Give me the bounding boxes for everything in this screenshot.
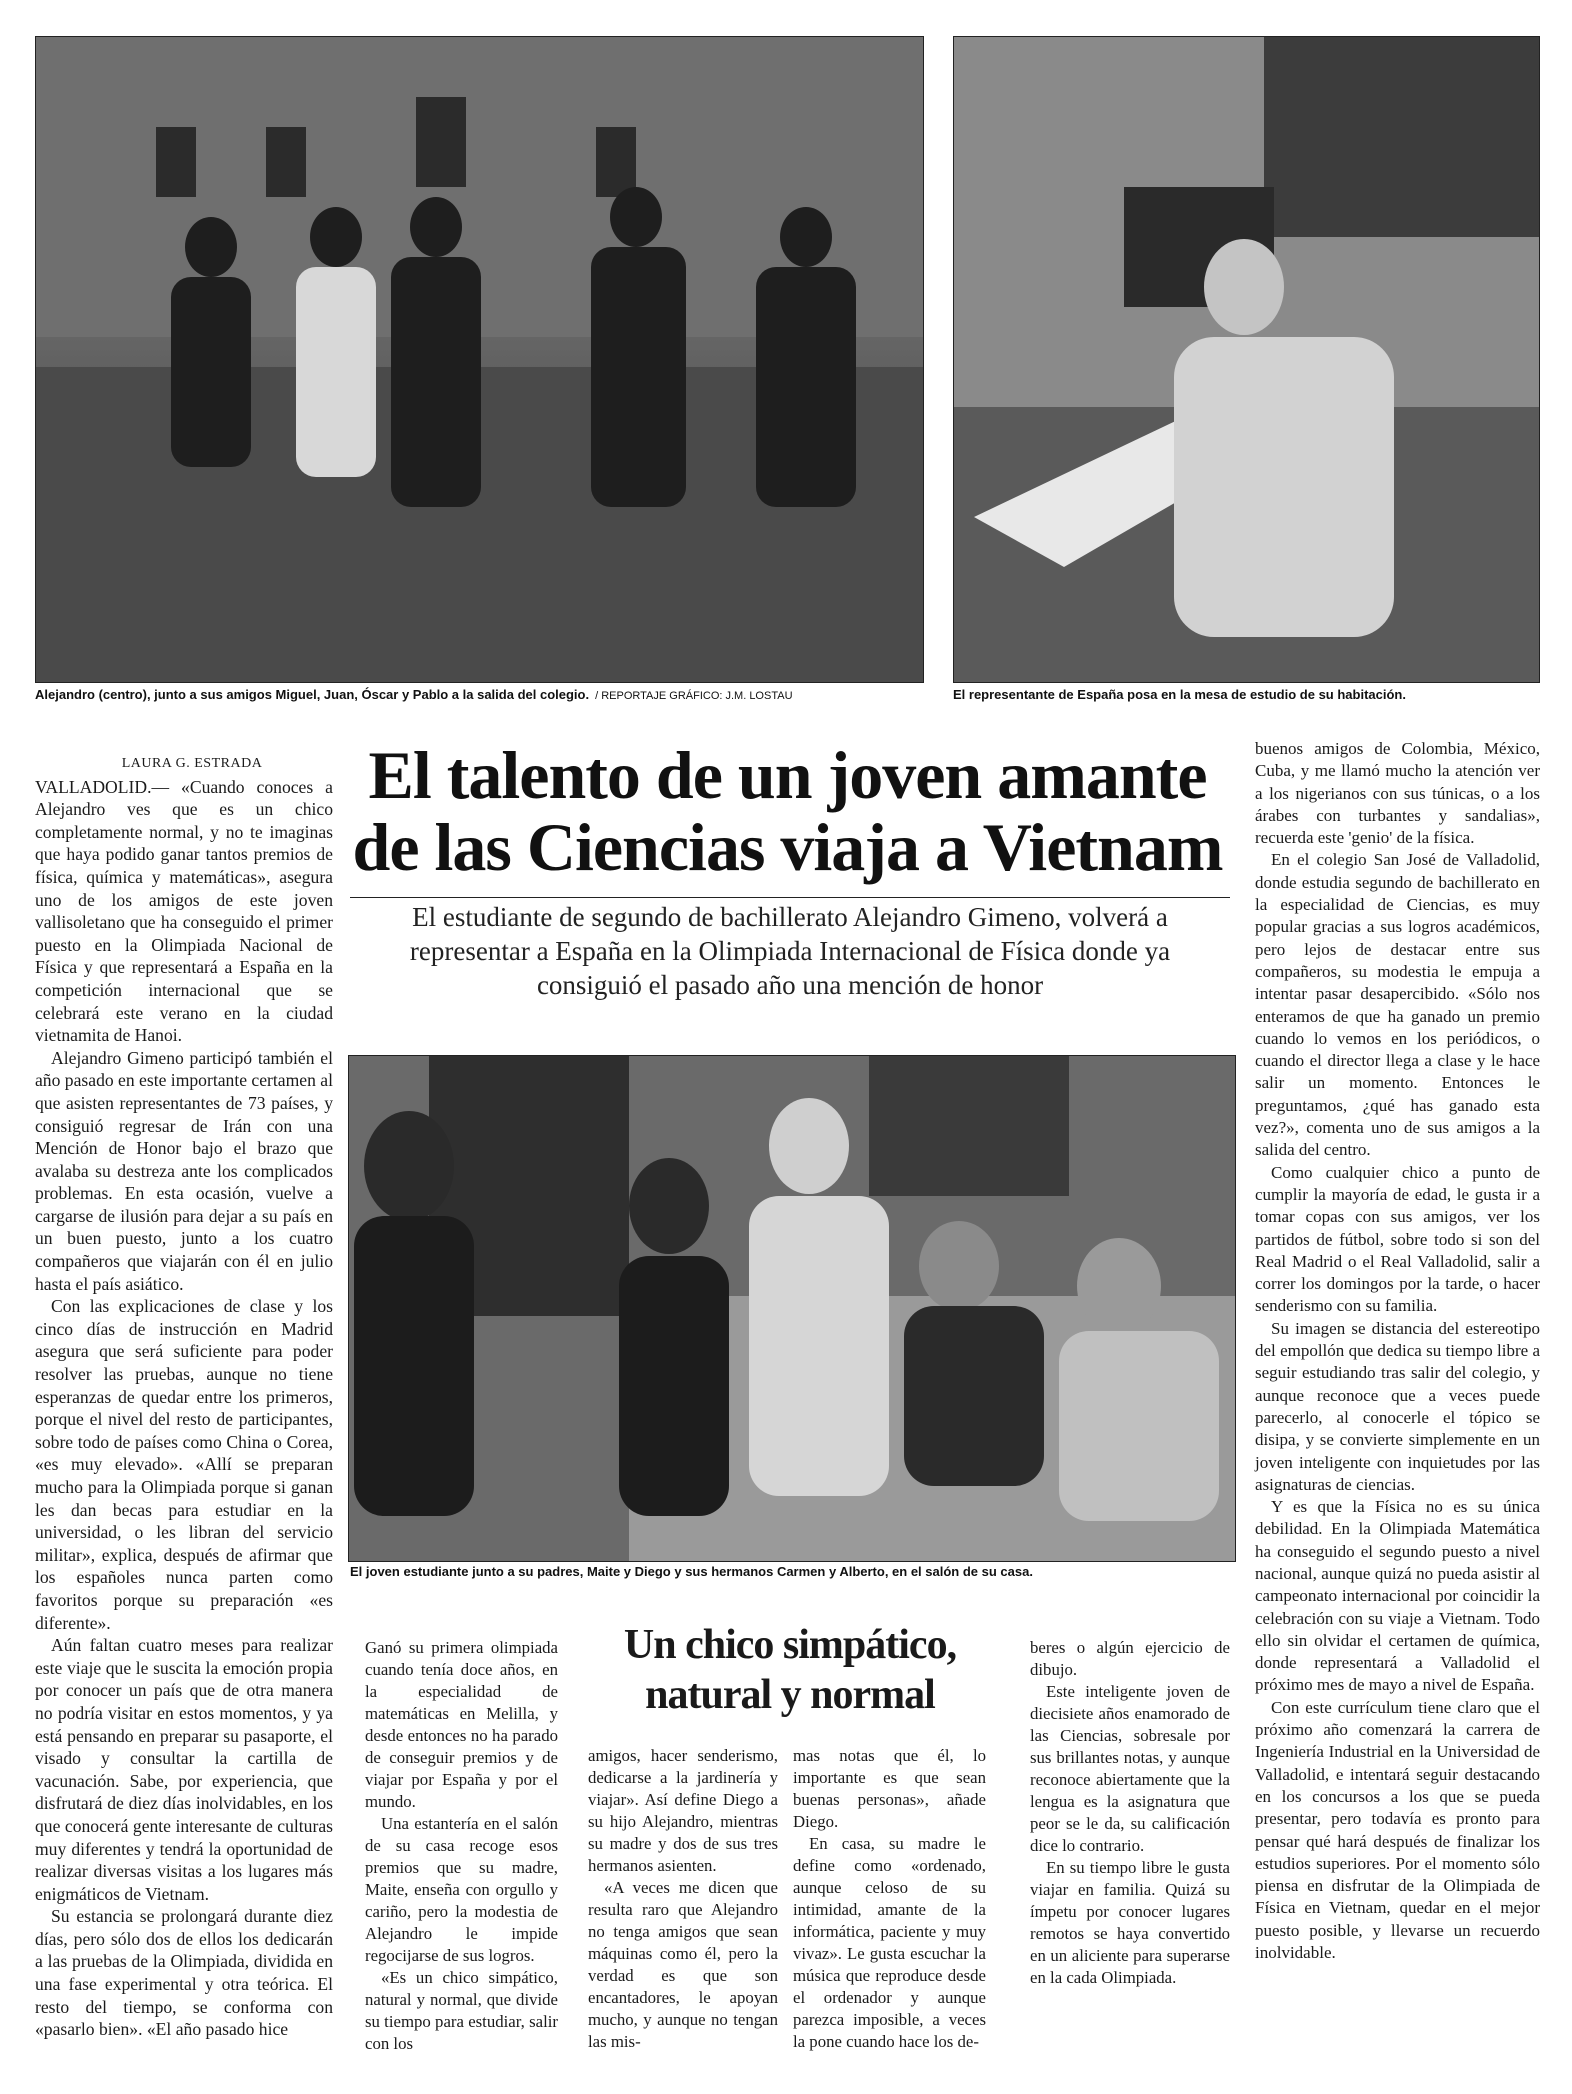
byline: LAURA G. ESTRADA bbox=[121, 756, 263, 771]
paragraph: Y es que la Física no es su única debilidad. En la Olimpiada Matemática ha conseguido el segundo puesto a nivel nacional, aunque quizá no pueda asistir al campeonato internacional por coincidir la celebración con su viaje a Vietnam. Todo ello sin olvidar el certamen de química, donde representará a Valladolid el próximo mes de mayo a nivel de España. bbox=[1255, 1497, 1540, 1695]
headline-line-2: de las Ciencias viaja a Vietnam bbox=[352, 809, 1223, 885]
photo-student-at-desk bbox=[953, 36, 1540, 683]
column-4 bbox=[793, 1745, 986, 2053]
paragraph: En casa, su madre le define como «ordenado, aunque celoso de su intimidad, amante de la informática, paciente y muy vivaz». Le gusta escuchar la música que reproduce desde el ordenador y aunque parezca imposible, a veces la pone cuando hace los de- bbox=[793, 1834, 986, 2051]
paragraph: Como cualquier chico a punto de cumplir la mayoría de edad, le gusta ir a tomar copas con sus amigos, ver los partidos de fútbol, sobre todo si son del Real Madrid o el Real Valladolid, salir a correr los domingos por la tarde, o hacer senderismo con su familia. bbox=[1255, 1162, 1540, 1316]
paragraph: Una estantería en el salón de su casa recoge esos premios que su madre, Maite, enseña con orgullo y cariño, pero la modestia de Alejandro le impide regocijarse de sus logros. bbox=[365, 1814, 558, 1965]
subhead: Un chico simpático, natural y normal bbox=[623, 1622, 957, 1718]
column-2 bbox=[365, 1637, 558, 2055]
column-5 bbox=[1030, 1637, 1230, 1989]
paragraph: Ganó su primera olimpiada cuando tenía doce años, en la especialidad de matemáticas en Melilla, y desde entonces no ha parado de conseguir premios y de viajar por España y por el mundo. bbox=[365, 1638, 558, 1811]
paragraph: «A veces me dicen que resulta raro que Alejandro no tenga amigos que sean máquinas como él, pero la verdad es que son encantadores, le apoyan mucho, y aunque no tengan las mis- bbox=[588, 1878, 778, 2051]
paragraph: Con este currículum tiene claro que el próximo año comenzará la carrera de Ingeniería Industrial en la Universidad de Valladolid, e intentará seguir destacando en los concursos a los que se pueda presentar, pero todavía es pronto para pensar qué hará después de finalizar los estudios superiores. Por el momento sólo piensa en disfrutar de la Olimpiada de Física en Vietnam, quedar en el mejor puesto posible, y llevarse un recuerdo inolvidable. bbox=[1255, 1697, 1540, 1963]
paragraph: En su tiempo libre le gusta viajar en familia. Quizá su ímpetu por conocer lugares remotos se haya convertido en un aliciente para superarse en la cada Olimpiada. bbox=[1030, 1858, 1230, 1987]
headline-line-1: El talento de un joven amante bbox=[368, 737, 1207, 813]
paragraph: mas notas que él, lo importante es que sean buenas personas», añade Diego. bbox=[793, 1746, 986, 1831]
photo-caption-desk: El representante de España posa en la mesa de estudio de su habitación. bbox=[953, 687, 1406, 702]
paragraph: buenos amigos de Colombia, México, Cuba, y me llamó mucho la atención ver a los nigerianos con sus túnicas, o a los árabes con turbantes y sandalias», recuerda este 'genio' de la física. bbox=[1255, 739, 1540, 848]
paragraph: VALLADOLID.— «Cuando conoces a Alejandro ves que es un chico completamente normal, y no te imaginas que haya podido ganar tantos premios de física, química y matemáticas», asegura uno de los amigos de este joven vallisoletano que ha conseguido el primer puesto en la Olimpiada Nacional de Física y que representará a España en la competición internacional que se celebrará este verano en la ciudad vietnamita de Hanoi. bbox=[35, 776, 333, 1046]
photo-caption-friends bbox=[35, 687, 793, 704]
column-1 bbox=[35, 753, 333, 2041]
caption-text: Alejandro (centro), junto a sus amigos Miguel, Juan, Óscar y Pablo a la salida del colegio. bbox=[35, 687, 590, 702]
paragraph: «Es un chico simpático, natural y normal, que divide su tiempo para estudiar, salir con los bbox=[365, 1968, 558, 2053]
deck: El estudiante de segundo de bachillerato Alejandro Gimeno, volverá a representar a España en la Olimpiada Internacional de Física donde ya consiguió el pasado año una mención de honor bbox=[409, 902, 1171, 1000]
column-6 bbox=[1255, 738, 1540, 1964]
paragraph: Su estancia se prolongará durante diez días, pero sólo dos de ellos los dedicarán a las pruebas de la Olimpiada, dividida en una fase experimental y otra teórica. El resto del tiempo, se conforma con «pasarlo bien». «El año pasado hice bbox=[35, 1906, 333, 2040]
divider bbox=[350, 897, 1230, 898]
photo-caption-family: El joven estudiante junto a su padres, Maite y Diego y sus hermanos Carmen y Alberto, en el salón de su casa. bbox=[350, 1564, 1033, 1579]
column-3 bbox=[588, 1745, 778, 2053]
paragraph: beres o algún ejercicio de dibujo. bbox=[1030, 1638, 1230, 1679]
paragraph: En el colegio San José de Valladolid, donde estudia segundo de bachillerato en la especialidad de Ciencias, es muy popular gracias a sus logros académicos, pero lejos de destacar entre sus compañeros, su modestia le empuja a intentar pasar desapercibido. «Sólo nos enteramos de que ha ganado un premio cuando lo vemos en los periódicos, o cuando el director llega a clase y le hace salir un momento. Entonces le preguntamos, ¿qué has ganado esta vez?», comenta uno de sus amigos a la salida del centro. bbox=[1255, 850, 1540, 1160]
paragraph: amigos, hacer senderismo, dedicarse a la jardinería y viajar». Así define Diego a su hijo Alejandro, mientras su madre y dos de sus tres hermanos asienten. bbox=[588, 1746, 778, 1875]
paragraph: Su imagen se distancia del estereotipo del empollón que dedica su tiempo libre a seguir estudiando tras salir del colegio, y aunque reconoce que a veces puede parecerlo, al conocerle el tópico se disipa, y se convierte simplemente en un joven inteligente con inquietudes por las asignaturas de ciencias. bbox=[1255, 1318, 1540, 1494]
paragraph: Aún faltan cuatro meses para realizar este viaje que le suscita la emoción propia por conocer un país que de otra manera no podría visitar en estos momentos, y ya está pensando en preparar su pasaporte, el visado y consultar la cartilla de vacunación. Sabe, por experiencia, que disfrutará de diez días inolvidables, en los que conocerá gente interesante de culturas muy diferentes y tendrá la oportunidad de realizar diversas visitas a los lugares más enigmáticos de Vietnam. bbox=[35, 1635, 333, 1904]
paragraph: Con las explicaciones de clase y los cinco días de instrucción en Madrid asegura que será suficiente para poder resolver las pruebas, aunque no tiene esperanzas de quedar entre los primeros, porque el nivel del resto de participantes, sobre todo de países como China o Corea, «es muy elevado». «Allí se preparan mucho para la Olimpiada porque si ganan les dan becas para estudiar en la universidad, o les libran del servicio militar», explica, después de afirmar que los españoles nunca parten como favoritos porque su preparación «es diferente». bbox=[35, 1296, 333, 1633]
photo-credit: / REPORTAJE GRÁFICO: J.M. LOSTAU bbox=[595, 690, 793, 702]
paragraph: Este inteligente joven de diecisiete años enamorado de las Ciencias, sobresale por sus brillantes notas, y aunque reconoce abiertamente que la lengua es la asignatura que peor se le da, su calificación dice lo contrario. bbox=[1030, 1682, 1230, 1855]
photo-family-living-room bbox=[348, 1055, 1236, 1562]
photo-friends-outside-school bbox=[35, 36, 924, 683]
paragraph: Alejandro Gimeno participó también el año pasado en este importante certamen al que asisten representantes de 73 países, y consiguió regresar de Irán con una Mención de Honor bajo el brazo que avalaba su destreza ante los complicados problemas. En esta ocasión, vuelve a cargarse de ilusión para dejar a su país en un buen puesto, junto a los cuatro compañeros que viajarán con él en julio hasta el país asiático. bbox=[35, 1047, 333, 1294]
